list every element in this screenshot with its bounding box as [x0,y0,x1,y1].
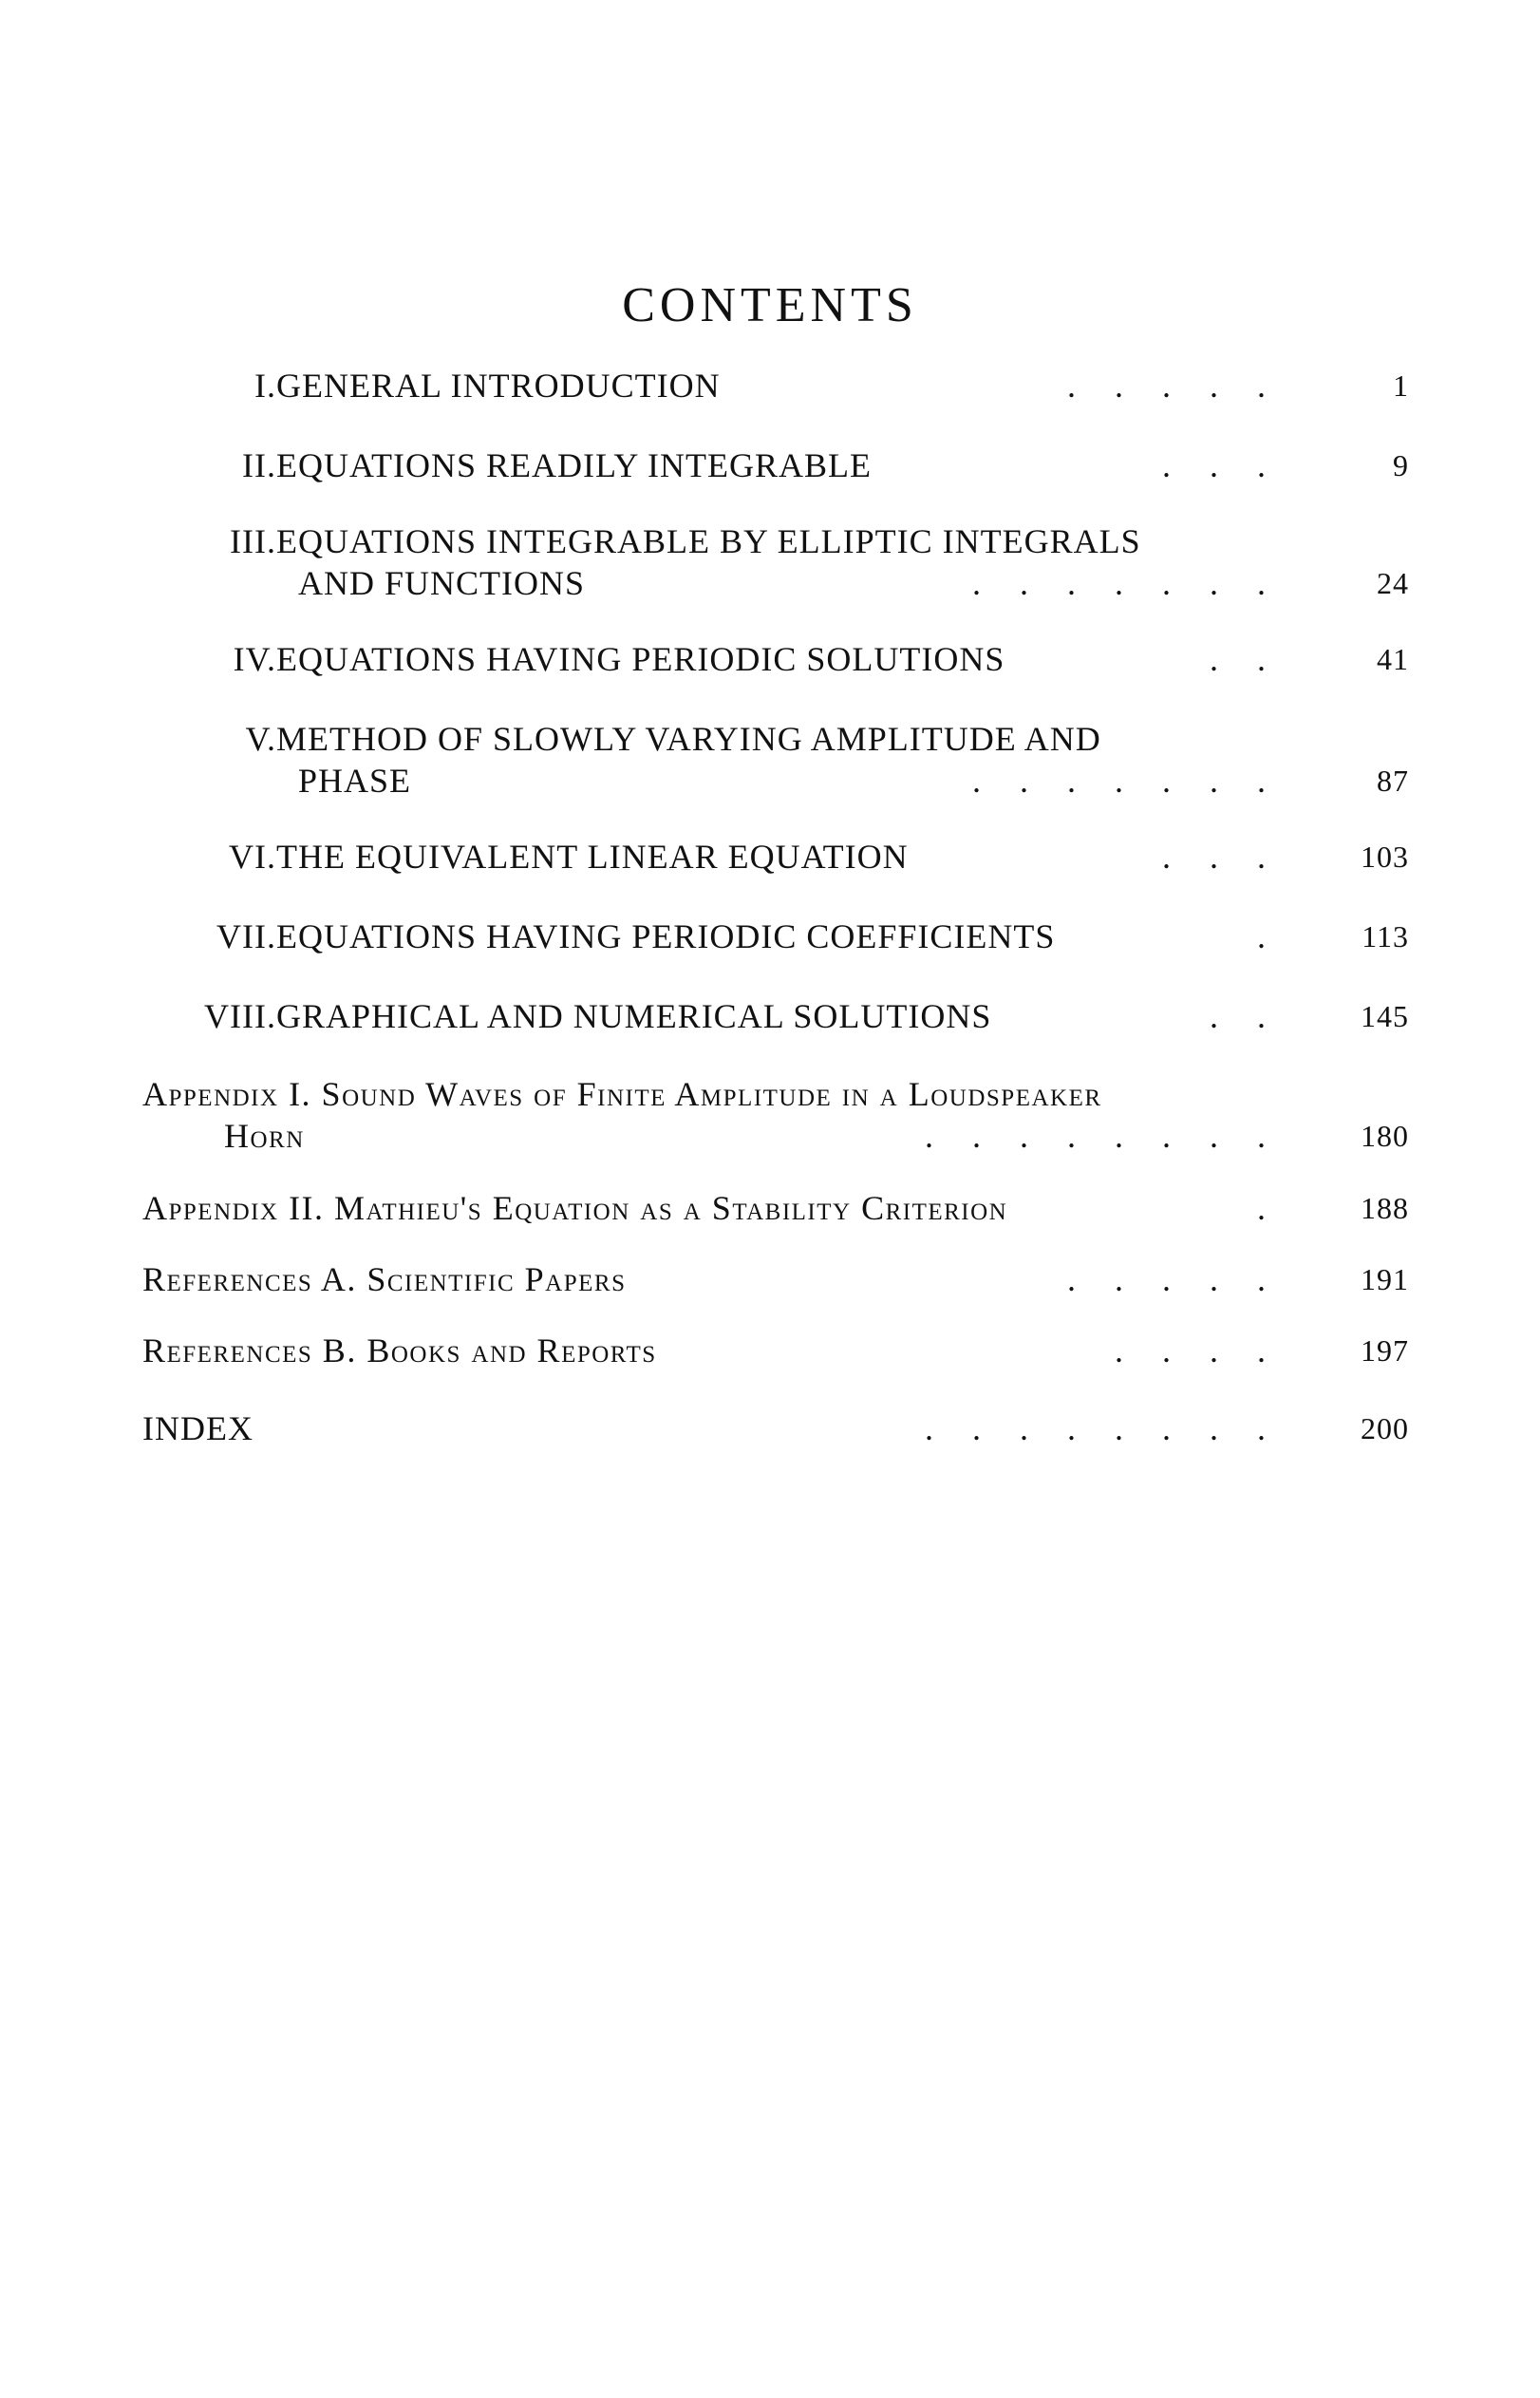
page-number: 113 [1362,919,1409,954]
page-number: 191 [1361,1262,1409,1296]
dot-leader: . . [1210,640,1267,678]
chapter-title: EQUATIONS INTEGRABLE BY ELLIPTIC INTEGRALS [276,522,1141,560]
appendix-title: Appendix I. Sound Waves of Finite Amplitude in a Loudspeaker [142,1075,1102,1113]
toc-entry-2 [133,444,1409,486]
dot-leader: . . . . . [1067,367,1267,405]
toc-entry-appendix-1 [133,1073,1409,1157]
chapter-title: EQUATIONS HAVING PERIODIC SOLUTIONS [276,640,1005,678]
appendix-title: Appendix II. Mathieu's Equation as a Stability Criterion [142,1189,1008,1227]
index-title: INDEX [142,1409,254,1447]
references-title: References A. Scientific Papers [142,1260,627,1298]
toc-entry-7 [133,916,1409,957]
toc-entry-5 [133,718,1409,802]
chapter-number: VI. [229,838,276,876]
dot-leader: . . . . [1115,1331,1267,1369]
page-number: 197 [1361,1333,1409,1368]
chapter-number: II. [242,446,276,484]
page-number: 41 [1377,642,1409,676]
page-title: CONTENTS [622,278,918,332]
dot-leader: . . . . . . . . [925,1117,1267,1155]
page-number: 9 [1393,448,1409,482]
page-number: 24 [1377,566,1409,600]
page-number: 200 [1361,1411,1409,1445]
dot-leader: . . [1210,997,1267,1035]
dot-leader: . . . [1162,446,1267,484]
toc-entry-references-a [133,1258,1409,1300]
toc-entry-6 [133,836,1409,878]
page-number: 1 [1393,368,1409,403]
chapter-title: THE EQUIVALENT LINEAR EQUATION [276,838,909,876]
toc-entry-4 [133,638,1409,680]
toc-entry-1 [133,365,1409,406]
chapter-number: V. [245,720,276,758]
chapter-title-continued: AND FUNCTIONS [298,564,586,602]
chapter-title: EQUATIONS READILY INTEGRABLE [276,446,872,484]
chapter-number: VII. [216,917,276,955]
dot-leader: . . . . . . . . [925,1409,1267,1447]
chapter-number: I. [254,367,276,405]
chapter-title: GRAPHICAL AND NUMERICAL SOLUTIONS [276,997,992,1035]
dot-leader: . . . [1162,838,1267,876]
chapter-title-continued: PHASE [298,762,412,800]
chapter-title: METHOD OF SLOWLY VARYING AMPLITUDE AND [276,720,1101,758]
dot-leader: . [1257,917,1267,955]
page-number: 145 [1361,999,1409,1033]
page-number: 103 [1361,840,1409,874]
chapter-number: III. [230,522,276,560]
chapter-title: EQUATIONS HAVING PERIODIC COEFFICIENTS [276,917,1056,955]
dot-leader: . [1257,1189,1267,1227]
page-number: 188 [1361,1191,1409,1225]
dot-leader: . . . . . . . [972,564,1267,602]
toc-entry-8 [133,995,1409,1037]
dot-leader: . . . . . [1067,1260,1267,1298]
page-number: 87 [1377,764,1409,798]
page-number: 180 [1361,1119,1409,1153]
chapter-number: IV. [233,640,276,678]
toc-entry-index [133,1407,1409,1449]
chapter-title: GENERAL INTRODUCTION [276,367,721,405]
chapter-number: VIII. [204,997,276,1035]
toc-entry-3 [133,520,1409,604]
dot-leader: . . . . . . . [972,762,1267,800]
appendix-title-continued: Horn [224,1117,305,1155]
toc-entry-references-b [133,1330,1409,1371]
toc-entry-appendix-2 [133,1187,1409,1229]
references-title: References B. Books and Reports [142,1331,657,1369]
